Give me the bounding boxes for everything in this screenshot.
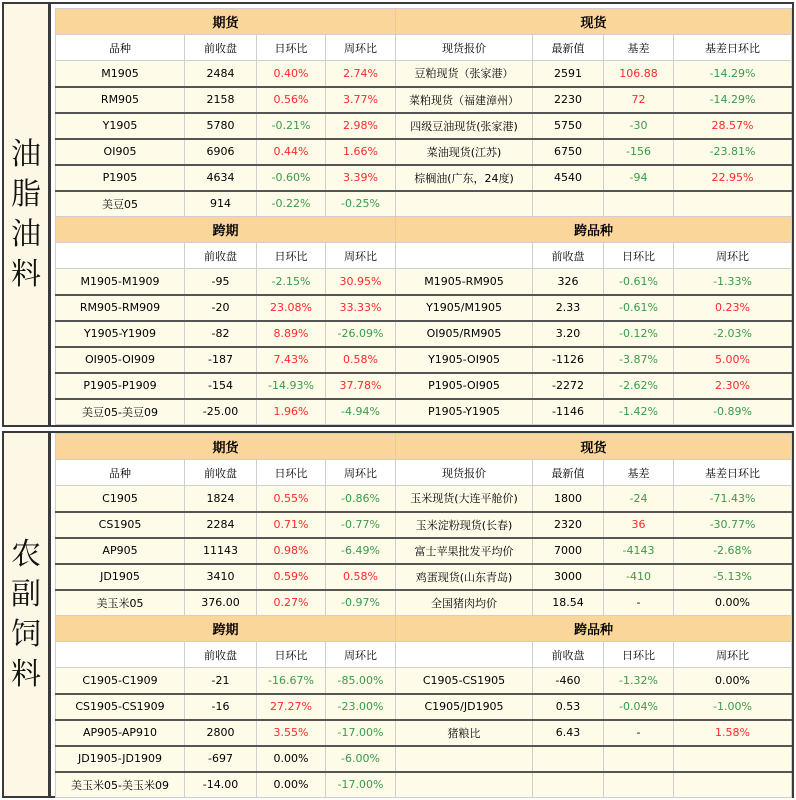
table-cell: -156 xyxy=(604,139,674,165)
category-label xyxy=(4,433,51,796)
row-label: 美玉米05 xyxy=(56,590,185,616)
table-cell: 0.58% xyxy=(326,564,396,590)
table-cell: 3.55% xyxy=(257,720,326,746)
table-row xyxy=(56,269,792,295)
table-cell: -1.00% xyxy=(674,694,792,720)
table-cell xyxy=(604,191,674,217)
table-row xyxy=(56,191,792,217)
row-label: 玉米淀粉现货(长春) xyxy=(396,512,533,538)
row-label: AP905 xyxy=(56,538,185,564)
table-cell: 2320 xyxy=(533,512,604,538)
row-label xyxy=(396,746,533,772)
table-cell: 0.98% xyxy=(257,538,326,564)
row-label: C1905 xyxy=(56,486,185,512)
table-cell: 2158 xyxy=(185,87,257,113)
row-label: 全国猪肉均价 xyxy=(396,590,533,616)
table-cell: -1126 xyxy=(533,347,604,373)
column-header: 周环比 xyxy=(326,35,396,61)
row-label: P1905 xyxy=(56,165,185,191)
table-cell: -0.04% xyxy=(604,694,674,720)
table-cell: -410 xyxy=(604,564,674,590)
table-cell xyxy=(674,191,792,217)
block-title: 期货 xyxy=(56,9,396,35)
row-label: OI905-OI909 xyxy=(56,347,185,373)
table-cell: 7.43% xyxy=(257,347,326,373)
column-header: 前收盘 xyxy=(185,460,257,486)
table-cell: 2.74% xyxy=(326,61,396,87)
table-cell: -30.77% xyxy=(674,512,792,538)
column-header-row xyxy=(56,460,792,486)
table-row xyxy=(56,538,792,564)
category-char: 脂 xyxy=(11,176,41,212)
column-header: 基差 xyxy=(604,460,674,486)
table-cell: -16.67% xyxy=(257,668,326,694)
table-cell: 28.57% xyxy=(674,113,792,139)
row-label xyxy=(396,191,533,217)
row-label: OI905/RM905 xyxy=(396,321,533,347)
table-cell: -71.43% xyxy=(674,486,792,512)
row-label: Y1905-OI905 xyxy=(396,347,533,373)
table-cell: -24 xyxy=(604,486,674,512)
table-cell: -85.00% xyxy=(326,668,396,694)
table-row xyxy=(56,668,792,694)
table-cell: 326 xyxy=(533,269,604,295)
table-cell: -1.32% xyxy=(604,668,674,694)
table-cell: 4540 xyxy=(533,165,604,191)
column-header xyxy=(396,642,533,668)
table-cell: -21 xyxy=(185,668,257,694)
table-cell: -6.49% xyxy=(326,538,396,564)
table-cell: 0.59% xyxy=(257,564,326,590)
row-label: JD1905-JD1909 xyxy=(56,746,185,772)
table-row xyxy=(56,772,792,798)
table-cell: 3.77% xyxy=(326,87,396,113)
block-title: 跨品种 xyxy=(396,217,792,243)
table-cell: 0.55% xyxy=(257,486,326,512)
table-cell: -14.00 xyxy=(185,772,257,798)
table-cell: - xyxy=(604,720,674,746)
table-cell: -23.00% xyxy=(326,694,396,720)
column-header: 日环比 xyxy=(257,243,326,269)
row-label: CS1905 xyxy=(56,512,185,538)
row-label: 豆粕现货（张家港） xyxy=(396,61,533,87)
row-label: AP905-AP910 xyxy=(56,720,185,746)
table-cell: 2484 xyxy=(185,61,257,87)
category-char: 饲 xyxy=(11,616,41,652)
table-cell: 7000 xyxy=(533,538,604,564)
table-cell: 27.27% xyxy=(257,694,326,720)
table-cell: -1.42% xyxy=(604,399,674,425)
column-header: 基差日环比 xyxy=(674,35,792,61)
table-cell: -2.03% xyxy=(674,321,792,347)
table-cell: 30.95% xyxy=(326,269,396,295)
block-title-row xyxy=(56,434,792,460)
table-cell: 6906 xyxy=(185,139,257,165)
category-label xyxy=(4,4,51,425)
column-header: 品种 xyxy=(56,460,185,486)
row-label: C1905-C1909 xyxy=(56,668,185,694)
table-cell: -94 xyxy=(604,165,674,191)
table-cell: -82 xyxy=(185,321,257,347)
table-cell: 3410 xyxy=(185,564,257,590)
row-label: P1905-OI905 xyxy=(396,373,533,399)
table-cell: -2.15% xyxy=(257,269,326,295)
table-cell xyxy=(604,772,674,798)
column-header xyxy=(56,243,185,269)
table-cell xyxy=(533,772,604,798)
column-header: 最新值 xyxy=(533,460,604,486)
row-label: 鸡蛋现货(山东青岛) xyxy=(396,564,533,590)
table-cell: 1824 xyxy=(185,486,257,512)
table-cell: -30 xyxy=(604,113,674,139)
row-label: 菜粕现货（福建漳州） xyxy=(396,87,533,113)
table-cell: -0.61% xyxy=(604,295,674,321)
table-cell: 2800 xyxy=(185,720,257,746)
table-cell: 5780 xyxy=(185,113,257,139)
table-cell: 0.56% xyxy=(257,87,326,113)
table-cell: -0.21% xyxy=(257,113,326,139)
table-cell xyxy=(533,191,604,217)
column-header: 周环比 xyxy=(326,243,396,269)
table-cell: -0.25% xyxy=(326,191,396,217)
table-cell: 0.00% xyxy=(674,668,792,694)
table-cell: 0.40% xyxy=(257,61,326,87)
row-label: P1905-P1909 xyxy=(56,373,185,399)
column-header: 最新值 xyxy=(533,35,604,61)
row-label: 美玉米05-美玉米09 xyxy=(56,772,185,798)
table-cell: 6750 xyxy=(533,139,604,165)
section-oils xyxy=(2,2,794,427)
table-cell: -4143 xyxy=(604,538,674,564)
table-cell: -460 xyxy=(533,668,604,694)
table-cell: -23.81% xyxy=(674,139,792,165)
column-header: 日环比 xyxy=(604,642,674,668)
block-title: 现货 xyxy=(396,9,792,35)
table-cell: 0.00% xyxy=(257,772,326,798)
column-header xyxy=(56,642,185,668)
table-cell: 2.98% xyxy=(326,113,396,139)
table-cell: 1800 xyxy=(533,486,604,512)
table-cell: -1.33% xyxy=(674,269,792,295)
table-cell: -26.09% xyxy=(326,321,396,347)
table-cell: -154 xyxy=(185,373,257,399)
table-cell: -1146 xyxy=(533,399,604,425)
row-label: Y1905/M1905 xyxy=(396,295,533,321)
column-header: 基差日环比 xyxy=(674,460,792,486)
table-cell: -0.60% xyxy=(257,165,326,191)
row-label: 富士苹果批发平均价 xyxy=(396,538,533,564)
table-cell: 0.00% xyxy=(674,590,792,616)
table-cell xyxy=(533,746,604,772)
row-label: C1905/JD1905 xyxy=(396,694,533,720)
table-row xyxy=(56,512,792,538)
table-cell: 33.33% xyxy=(326,295,396,321)
row-label: 棕榈油(广东，24度) xyxy=(396,165,533,191)
category-char: 料 xyxy=(11,656,41,692)
table-cell: 2.30% xyxy=(674,373,792,399)
table-cell: -4.94% xyxy=(326,399,396,425)
column-header: 前收盘 xyxy=(185,243,257,269)
column-header: 品种 xyxy=(56,35,185,61)
column-header: 前收盘 xyxy=(533,642,604,668)
table-row xyxy=(56,139,792,165)
table-cell: 36 xyxy=(604,512,674,538)
row-label: Y1905 xyxy=(56,113,185,139)
table-cell: 5.00% xyxy=(674,347,792,373)
table-cell: -20 xyxy=(185,295,257,321)
table-cell: 376.00 xyxy=(185,590,257,616)
row-label: JD1905 xyxy=(56,564,185,590)
table-cell: -16 xyxy=(185,694,257,720)
block-title-row xyxy=(56,217,792,243)
table-row xyxy=(56,295,792,321)
category-char: 油 xyxy=(11,136,41,172)
column-header: 现货报价 xyxy=(396,460,533,486)
category-char: 农 xyxy=(11,536,41,572)
row-label xyxy=(396,772,533,798)
table-cell: 3.39% xyxy=(326,165,396,191)
row-label: 美豆05-美豆09 xyxy=(56,399,185,425)
table-cell: 2591 xyxy=(533,61,604,87)
table-cell: 0.53 xyxy=(533,694,604,720)
table-cell: -0.22% xyxy=(257,191,326,217)
column-header: 周环比 xyxy=(674,243,792,269)
block-title: 跨期 xyxy=(56,616,396,642)
table-row xyxy=(56,347,792,373)
table-cell: 1.58% xyxy=(674,720,792,746)
table-cell xyxy=(604,746,674,772)
column-header: 日环比 xyxy=(257,642,326,668)
table-cell: 0.44% xyxy=(257,139,326,165)
table-row xyxy=(56,746,792,772)
block-title-row xyxy=(56,9,792,35)
column-header: 前收盘 xyxy=(533,243,604,269)
row-label: M1905 xyxy=(56,61,185,87)
table-cell: -2.68% xyxy=(674,538,792,564)
feed-table xyxy=(55,433,792,798)
column-header: 周环比 xyxy=(326,642,396,668)
category-char: 油 xyxy=(11,216,41,252)
row-label: OI905 xyxy=(56,139,185,165)
table-cell: 106.88 xyxy=(604,61,674,87)
column-header: 日环比 xyxy=(604,243,674,269)
table-cell: 11143 xyxy=(185,538,257,564)
table-cell: -2.62% xyxy=(604,373,674,399)
table-cell: -0.12% xyxy=(604,321,674,347)
column-header: 日环比 xyxy=(257,460,326,486)
table-cell: 1.96% xyxy=(257,399,326,425)
row-label: C1905-CS1905 xyxy=(396,668,533,694)
table-cell: -0.97% xyxy=(326,590,396,616)
table-cell: 18.54 xyxy=(533,590,604,616)
category-char: 副 xyxy=(11,576,41,612)
block-title: 期货 xyxy=(56,434,396,460)
table-cell: 0.00% xyxy=(257,746,326,772)
table-cell: 6.43 xyxy=(533,720,604,746)
table-cell: 0.27% xyxy=(257,590,326,616)
table-row xyxy=(56,590,792,616)
row-label: P1905-Y1905 xyxy=(396,399,533,425)
block-title-row xyxy=(56,616,792,642)
table-row xyxy=(56,165,792,191)
table-cell: - xyxy=(604,590,674,616)
table-cell: -14.93% xyxy=(257,373,326,399)
table-cell: -5.13% xyxy=(674,564,792,590)
column-header-row xyxy=(56,243,792,269)
table-row xyxy=(56,564,792,590)
table-cell: 5750 xyxy=(533,113,604,139)
table-cell: 1.66% xyxy=(326,139,396,165)
table-row xyxy=(56,61,792,87)
table-row xyxy=(56,113,792,139)
table-cell: -95 xyxy=(185,269,257,295)
table-cell xyxy=(674,746,792,772)
row-label: M1905-M1909 xyxy=(56,269,185,295)
table-cell: -3.87% xyxy=(604,347,674,373)
oils-table xyxy=(55,8,792,425)
table-row xyxy=(56,399,792,425)
table-cell: -17.00% xyxy=(326,720,396,746)
table-cell: -17.00% xyxy=(326,772,396,798)
table-cell: -0.61% xyxy=(604,269,674,295)
section-feed xyxy=(2,431,794,798)
column-header-row xyxy=(56,642,792,668)
column-header: 周环比 xyxy=(674,642,792,668)
table-cell: 3.20 xyxy=(533,321,604,347)
category-char: 料 xyxy=(11,256,41,292)
table-cell: 37.78% xyxy=(326,373,396,399)
row-label: 猪粮比 xyxy=(396,720,533,746)
block-title: 跨期 xyxy=(56,217,396,243)
table-cell: -187 xyxy=(185,347,257,373)
table-cell: 4634 xyxy=(185,165,257,191)
table-cell: 22.95% xyxy=(674,165,792,191)
table-cell: -0.89% xyxy=(674,399,792,425)
column-header-row xyxy=(56,35,792,61)
row-label: 玉米现货(大连平舱价) xyxy=(396,486,533,512)
table-row xyxy=(56,87,792,113)
row-label: M1905-RM905 xyxy=(396,269,533,295)
row-label: RM905 xyxy=(56,87,185,113)
table-cell: 2230 xyxy=(533,87,604,113)
table-cell: -0.86% xyxy=(326,486,396,512)
column-header: 现货报价 xyxy=(396,35,533,61)
column-header: 日环比 xyxy=(257,35,326,61)
table-cell: 0.23% xyxy=(674,295,792,321)
row-label: Y1905-Y1909 xyxy=(56,321,185,347)
table-cell: 0.58% xyxy=(326,347,396,373)
column-header xyxy=(396,243,533,269)
block-title: 现货 xyxy=(396,434,792,460)
row-label: 美豆05 xyxy=(56,191,185,217)
table-cell: -25.00 xyxy=(185,399,257,425)
table-cell: -0.77% xyxy=(326,512,396,538)
table-row xyxy=(56,720,792,746)
table-row xyxy=(56,321,792,347)
column-header: 周环比 xyxy=(326,460,396,486)
column-header: 基差 xyxy=(604,35,674,61)
table-cell: 2284 xyxy=(185,512,257,538)
table-cell: -2272 xyxy=(533,373,604,399)
table-cell: -14.29% xyxy=(674,61,792,87)
table-cell: -697 xyxy=(185,746,257,772)
table-row xyxy=(56,694,792,720)
table-cell: 0.71% xyxy=(257,512,326,538)
table-row xyxy=(56,373,792,399)
table-cell: 3000 xyxy=(533,564,604,590)
table-cell: 23.08% xyxy=(257,295,326,321)
row-label: 四级豆油现货(张家港) xyxy=(396,113,533,139)
table-row xyxy=(56,486,792,512)
table-cell: 2.33 xyxy=(533,295,604,321)
row-label: RM905-RM909 xyxy=(56,295,185,321)
column-header: 前收盘 xyxy=(185,35,257,61)
table-cell xyxy=(674,772,792,798)
column-header: 前收盘 xyxy=(185,642,257,668)
table-cell: 914 xyxy=(185,191,257,217)
row-label: CS1905-CS1909 xyxy=(56,694,185,720)
block-title: 跨品种 xyxy=(396,616,792,642)
table-cell: -14.29% xyxy=(674,87,792,113)
table-cell: 8.89% xyxy=(257,321,326,347)
table-cell: 72 xyxy=(604,87,674,113)
table-cell: -6.00% xyxy=(326,746,396,772)
row-label: 菜油现货(江苏) xyxy=(396,139,533,165)
